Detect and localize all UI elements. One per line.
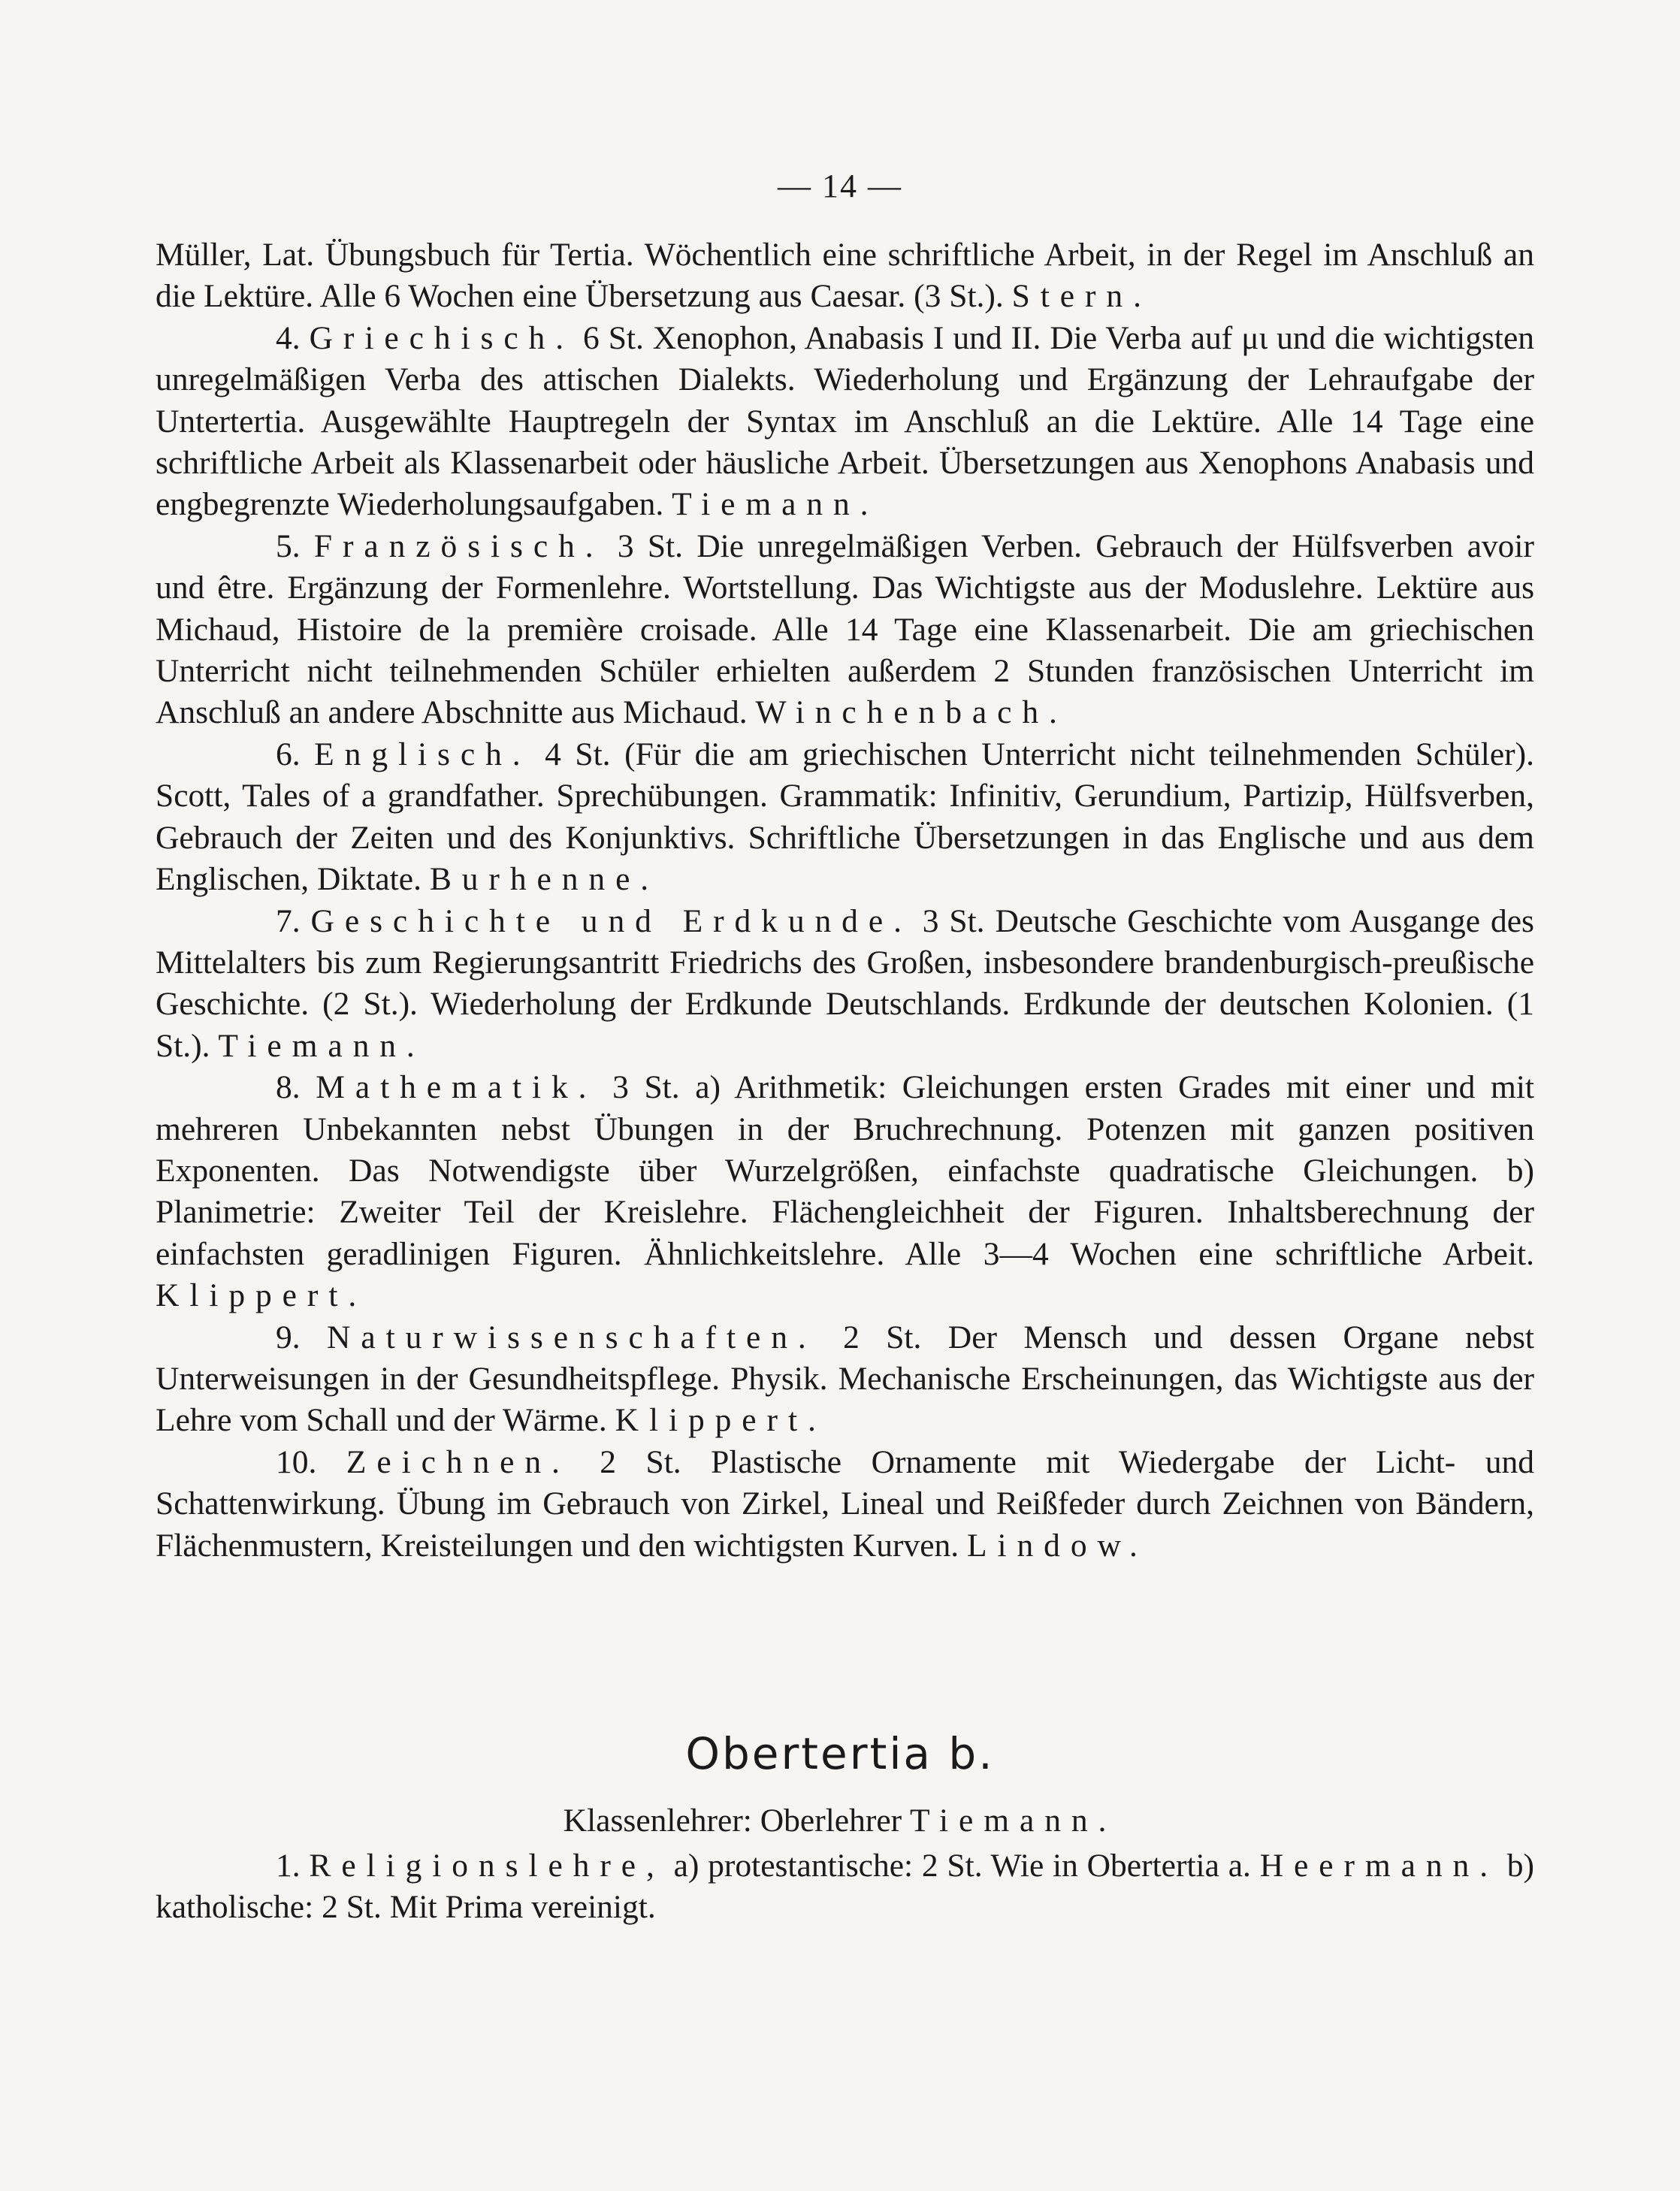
paragraph-english <box>156 734 1534 901</box>
class-teacher-label: Klassenlehrer: Oberlehrer <box>563 1803 902 1839</box>
item-number: 7. <box>276 902 301 939</box>
teacher-name: Tiemann. <box>672 486 879 523</box>
paragraph-history <box>156 901 1534 1068</box>
teacher-name: Klippert. <box>156 1277 367 1314</box>
subject-title: Geschichte und Erdkunde. <box>310 902 912 939</box>
item-number: 5. <box>276 527 301 564</box>
teacher-name: Klippert. <box>615 1402 826 1439</box>
teacher-name: Winchenbach. <box>755 694 1068 731</box>
teacher-name: Stern. <box>1011 278 1152 315</box>
paragraph-science <box>156 1317 1534 1442</box>
teacher-name: Burhenne. <box>429 861 660 898</box>
subject-title: Zeichnen. <box>346 1443 570 1480</box>
subject-text: 2 St. Der Mensch und dessen Organe nebst Unterweisungen in der Gesundheitspflege. Physik. Mechanische Erscheinungen, das Wichtigste aus der Lehre vom Schall und der Wärme. <box>156 1319 1535 1439</box>
item-number: 4. <box>276 319 301 356</box>
paragraph-latin-continuation <box>156 234 1534 318</box>
paragraph-math <box>156 1067 1534 1316</box>
subject-title: Religionslehre, <box>309 1848 665 1884</box>
section-body <box>156 1845 1534 1929</box>
teacher-name: Tiemann. <box>218 1027 425 1064</box>
subject-title: Englisch. <box>314 736 531 772</box>
item-number: 10. <box>276 1443 317 1480</box>
item-number: 8. <box>276 1069 301 1106</box>
subject-text: 3 St. a) Arithmetik: Gleichungen ersten Grades mit einer und mit mehreren Unbekannten nebst Übungen in der Bruchrechnung. Potenzen mit ganzen positiven Exponenten. Das Notwendigste über Wurzelgrößen, einfachste quadratische Gleichungen. b) Planimetrie: Zweiter Teil der Kreislehre. Flächengleichheit der Figuren. Inhaltsberechnung der einfachsten geradlinigen Figuren. Ähnlichkeitslehre. Alle 3—4 Wochen eine schriftliche Arbeit. <box>156 1069 1535 1272</box>
latin-text: Müller, Lat. Übungsbuch für Tertia. Wöchentlich eine schriftliche Arbeit, in der Regel im Anschluß an die Lektüre. Alle 6 Wochen eine Übersetzung aus Caesar. (3 St.). <box>156 237 1534 315</box>
class-teacher-line <box>0 1802 1680 1839</box>
paragraph-greek <box>156 318 1534 526</box>
page-number: — 14 — <box>778 168 902 204</box>
teacher-name: Lindow. <box>967 1527 1148 1564</box>
item-number: 9. <box>276 1319 301 1355</box>
subject-text: 4 St. (Für die am griechischen Unterricht nicht teilnehmenden Schüler). Scott, Tales of a grandfather. Sprechübungen. Grammatik: Infinitiv, Gerundium, Partizip, Hülfsverben, Gebrauch der Zeiten und des Konjunktivs. Schriftliche Übersetzungen in das Englische und aus dem Englischen, Diktate. <box>156 736 1534 898</box>
subject-title: Griechisch. <box>309 319 575 356</box>
paragraph-french <box>156 526 1534 734</box>
subject-text: a) protestantische: 2 St. Wie in Obertertia a. <box>673 1848 1251 1884</box>
section-heading: Obertertia b. <box>685 1728 995 1779</box>
subject-text: b) katholische: 2 St. Mit Prima vereinigt. <box>156 1848 1535 1926</box>
teacher-name: Heermann. <box>1259 1848 1499 1884</box>
subject-title: Mathematik. <box>316 1069 597 1106</box>
item-number: 1. <box>276 1848 301 1884</box>
subject-title: Französisch. <box>313 527 604 564</box>
paragraph-drawing <box>156 1442 1534 1567</box>
subject-text: 3 St. Deutsche Geschichte vom Ausgange des Mittelalters bis zum Regierungsantritt Friedrichs des Großen, insbesondere brandenburgisch-preußische Geschichte. (2 St.). Wiederholung der Erdkunde Deutschlands. Erdkunde der deutschen Kolonien. (1 St.). <box>156 902 1534 1064</box>
class-teacher-name: Tiemann. <box>910 1803 1117 1839</box>
body-text <box>156 234 1534 1567</box>
subject-text: 6 St. Xenophon, Anabasis I und II. Die Verba auf μι und die wichtigsten unregelmäßigen Verba des attischen Dialekts. Wiederholung und Ergänzung der Lehraufgabe der Untertertia. Ausgewählte Hauptregeln der Syntax im Anschluß an die Lektüre. Alle 14 Tage eine schriftliche Arbeit als Klassenarbeit oder häusliche Arbeit. Übersetzungen aus Xenophons Anabasis und engbegrenzte Wiederholungsaufgaben. <box>156 319 1535 523</box>
paragraph-religion <box>156 1845 1534 1929</box>
subject-text: 2 St. Plastische Ornamente mit Wiedergabe der Licht- und Schattenwirkung. Übung im Gebrauch von Zirkel, Lineal und Reißfeder durch Zeichnen von Bändern, Flächenmustern, Kreisteilungen und den wichtigsten Kurven. <box>156 1443 1535 1564</box>
subject-text: 3 St. Die unregelmäßigen Verben. Gebrauch der Hülfsverben avoir und être. Ergänzung der Formenlehre. Wortstellung. Das Wichtigste aus der Moduslehre. Lektüre aus Michaud, Histoire de la première croisade. Alle 14 Tage eine Klassenarbeit. Die am griechischen Unterricht nicht teilnehmenden Schüler erhielten außerdem 2 Stunden französischen Unterricht im Anschluß an andere Abschnitte aus Michaud. <box>156 527 1535 731</box>
subject-title: Naturwissenschaften. <box>327 1319 817 1355</box>
item-number: 6. <box>276 736 301 772</box>
